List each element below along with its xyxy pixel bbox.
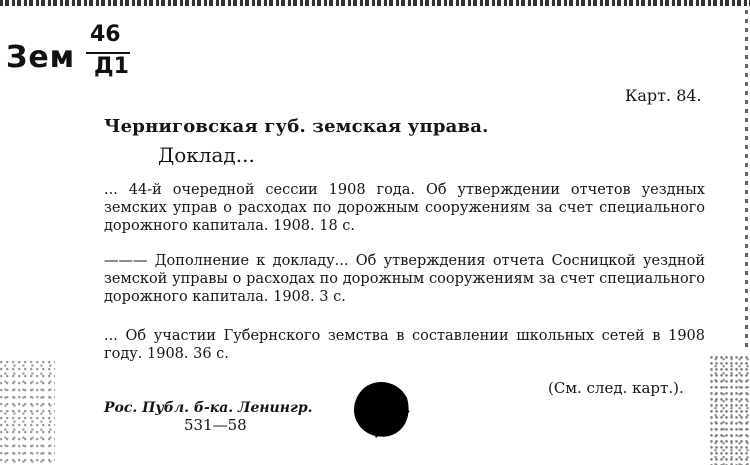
handwritten-code-numerator: 46 (90, 22, 121, 47)
catalog-entry: ... Об участии Губернского земства в составлении школьных сетей в 1908 году. 1908. 36 с. (104, 328, 705, 362)
handwritten-code-denominator: Д1 (94, 54, 129, 79)
catalog-entry: ——— Дополнение к докладу... Об утверждения отчета Сосницкой уездной земской управы о расходах по дорожным сооружениям за счет специального дорожного капитала. 1908. 3 с. (104, 253, 705, 305)
card-number: Карт. 84. (625, 86, 702, 105)
scan-edge-top (0, 0, 750, 6)
handwritten-code-prefix: Зем (6, 40, 76, 75)
ink-blot-stamp (352, 380, 410, 438)
scan-noise-right (710, 355, 750, 465)
catalog-entry: ... 44-й очередной сессии 1908 года. Об утверждении отчетов уездных земских управ о расходах по дорожным сооружениям за счет специального дорожного капитала. 1908. 18 с. (104, 182, 705, 234)
document-title: Доклад... (158, 143, 255, 167)
library-stamp-text: Рос. Публ. б-ка. Ленингр. (104, 400, 313, 416)
handwritten-code (6, 22, 156, 92)
scan-edge-right (745, 10, 748, 350)
shelfmark: 531—58 (184, 416, 247, 434)
institution-heading: Черниговская губ. земская управа. (104, 116, 489, 137)
continued-note: (См. след. карт.). (548, 379, 684, 397)
scan-noise-left (0, 360, 55, 465)
